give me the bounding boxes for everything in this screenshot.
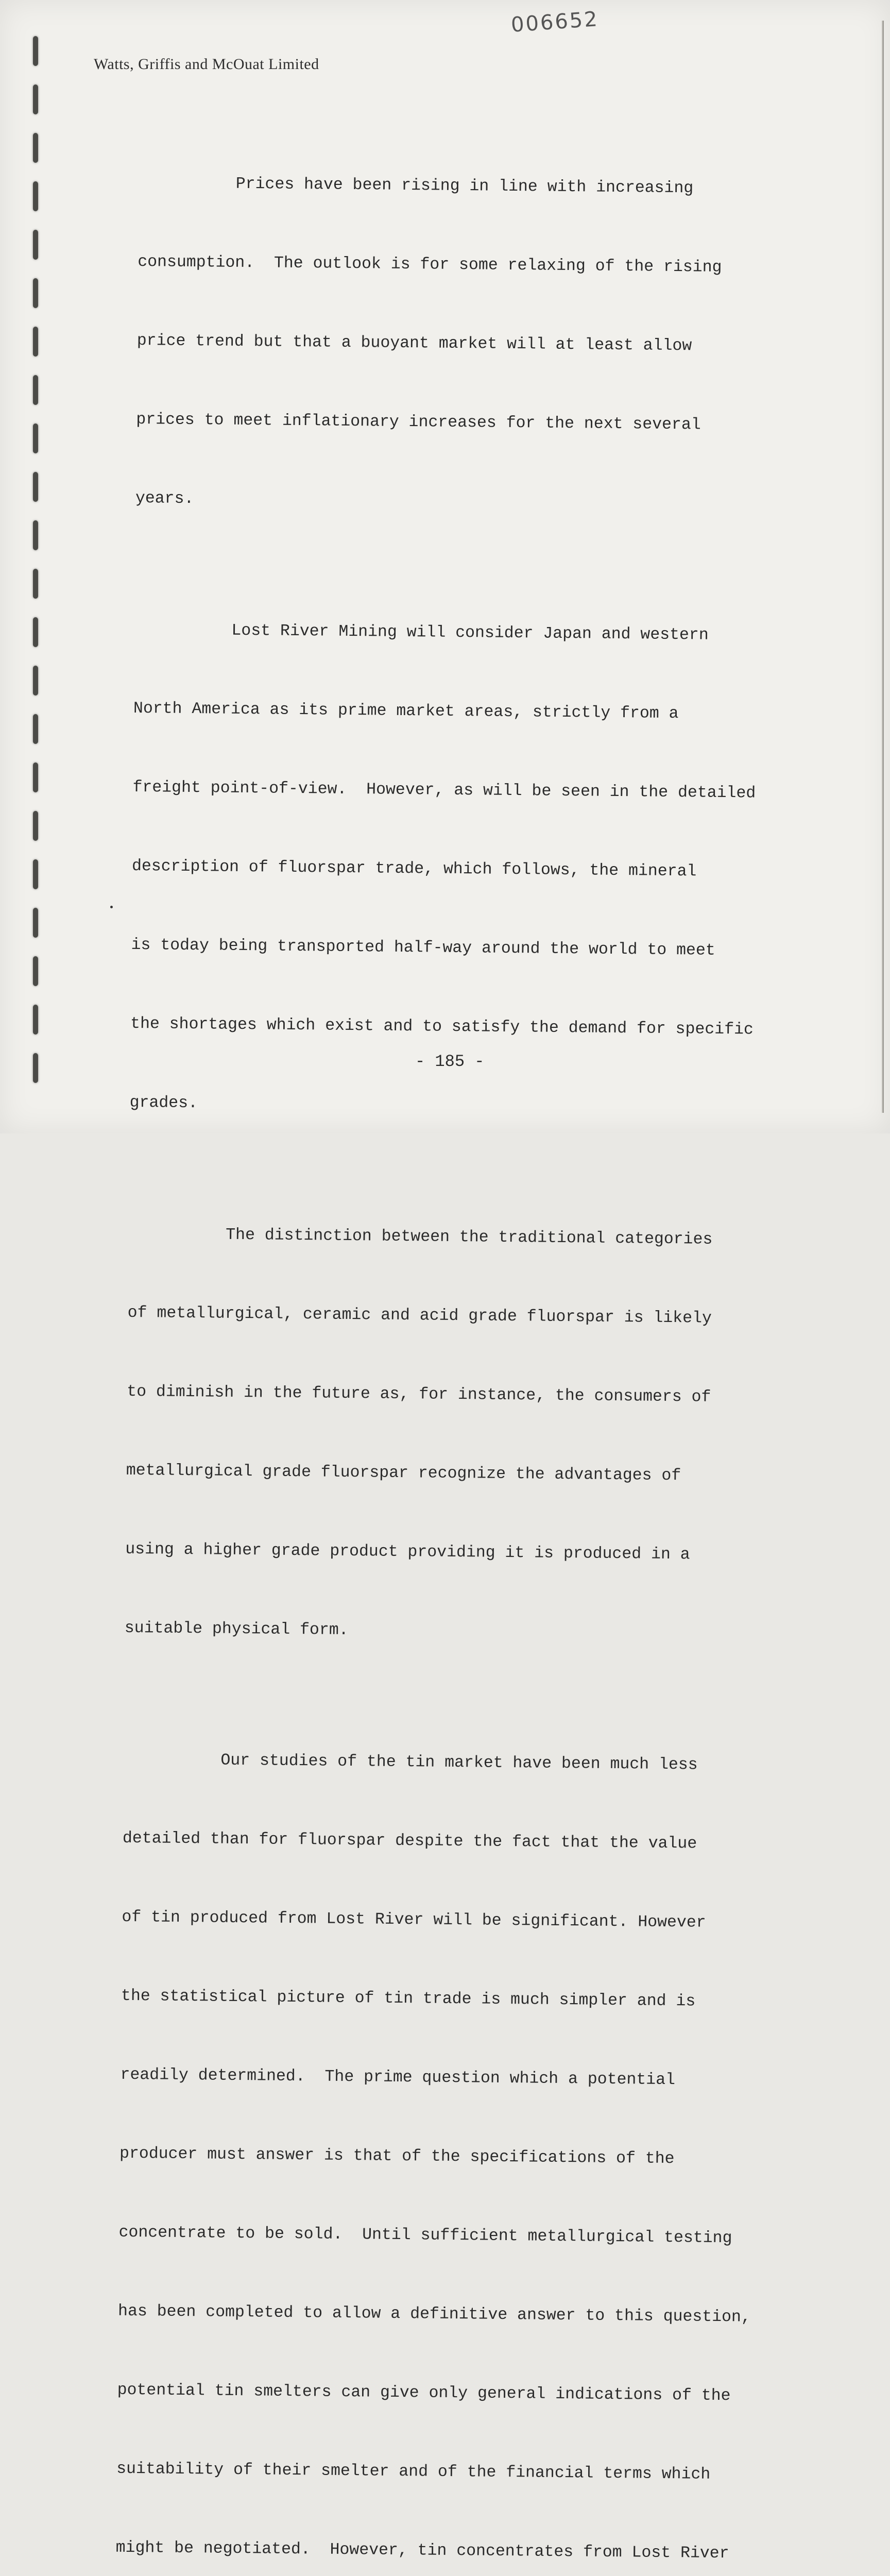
- binding-hole: [33, 520, 38, 550]
- binding-hole: [33, 230, 38, 260]
- text-line: prices to meet inflationary increases for the next several: [136, 410, 701, 434]
- binding-hole: [33, 956, 38, 986]
- text-line: years.: [135, 489, 194, 509]
- text-line: freight point-of-view. However, as will be seen in the detailed: [132, 778, 756, 803]
- binding-hole: [33, 1053, 38, 1083]
- paragraph: [114, 1694, 794, 2576]
- text-line: has been completed to allow a definitive answer to this question,: [117, 2302, 751, 2327]
- text-line: suitable physical form.: [124, 1619, 349, 1640]
- text-line: readily determined. The prime question which a potential: [120, 2065, 676, 2090]
- binding-hole: [33, 423, 38, 453]
- text-line: the statistical picture of tin trade is much simpler and is: [121, 1987, 696, 2011]
- paragraph: [129, 564, 804, 1175]
- binding-hole: [33, 36, 38, 66]
- paragraph: [124, 1168, 799, 1700]
- ink-speck: [110, 906, 113, 908]
- binding-hole: [33, 666, 38, 696]
- binding-holes: [30, 36, 43, 1108]
- binding-hole: [33, 1005, 38, 1035]
- text-line: concentrate to be sold. Until sufficient metallurgical testing: [118, 2223, 732, 2248]
- text-line: description of fluorspar trade, which follows, the mineral: [131, 857, 697, 881]
- paragraph: [135, 117, 809, 570]
- binding-hole: [33, 181, 38, 211]
- text-line: grades.: [129, 1093, 198, 1113]
- text-line: is today being transported half-way around the world to meet: [131, 936, 715, 960]
- binding-hole: [33, 762, 38, 792]
- text-line: producer must answer is that of the specifications of the: [119, 2144, 675, 2168]
- text-line: price trend but that a buoyant market will at least allow: [136, 331, 692, 355]
- text-line: of tin produced from Lost River will be significant. However: [122, 1908, 706, 1932]
- text-line: suitability of their smelter and of the financial terms which: [116, 2460, 711, 2484]
- page-number: - 185 -: [415, 1052, 485, 1071]
- text-line: to diminish in the future as, for instance, the consumers of: [127, 1382, 711, 1406]
- text-line: Lost River Mining will consider Japan and western: [134, 620, 709, 645]
- binding-hole: [33, 908, 38, 938]
- text-line: North America as its prime market areas, strictly from a: [133, 699, 679, 723]
- text-line: potential tin smelters can give only general indications of the: [117, 2381, 731, 2405]
- text-line: Our studies of the tin market have been much less: [123, 1750, 698, 1774]
- text-line: detailed than for fluorspar despite the fact that the value: [122, 1829, 697, 1853]
- text-line: consumption. The outlook is for some relaxing of the rising: [138, 252, 722, 277]
- text-line: The distinction between the traditional categories: [128, 1225, 713, 1249]
- stamp-number: 006652: [510, 7, 600, 37]
- binding-hole: [33, 84, 38, 114]
- binding-hole: [33, 375, 38, 405]
- text-line: might be negotiated. However, tin concentrates from Lost River: [115, 2538, 729, 2563]
- binding-hole: [33, 617, 38, 647]
- text-line: using a higher grade product providing it is produced in a: [125, 1540, 690, 1564]
- text-line: metallurgical grade fluorspar recognize the advantages of: [126, 1461, 681, 1485]
- binding-hole: [33, 569, 38, 599]
- binding-hole: [33, 327, 38, 357]
- binding-hole: [33, 472, 38, 502]
- binding-hole: [33, 811, 38, 841]
- text-line: the shortages which exist and to satisfy the demand for specific: [130, 1014, 754, 1039]
- binding-hole: [33, 714, 38, 744]
- text-line: Prices have been rising in line with increasing: [138, 174, 694, 198]
- binding-hole: [33, 278, 38, 308]
- body-text: [110, 117, 809, 2576]
- binding-hole: [33, 859, 38, 889]
- binding-hole: [33, 133, 38, 163]
- letterhead: Watts, Griffis and McOuat Limited: [94, 56, 319, 73]
- text-line: of metallurgical, ceramic and acid grade fluorspar is likely: [127, 1303, 712, 1328]
- page-edge: [882, 21, 884, 1113]
